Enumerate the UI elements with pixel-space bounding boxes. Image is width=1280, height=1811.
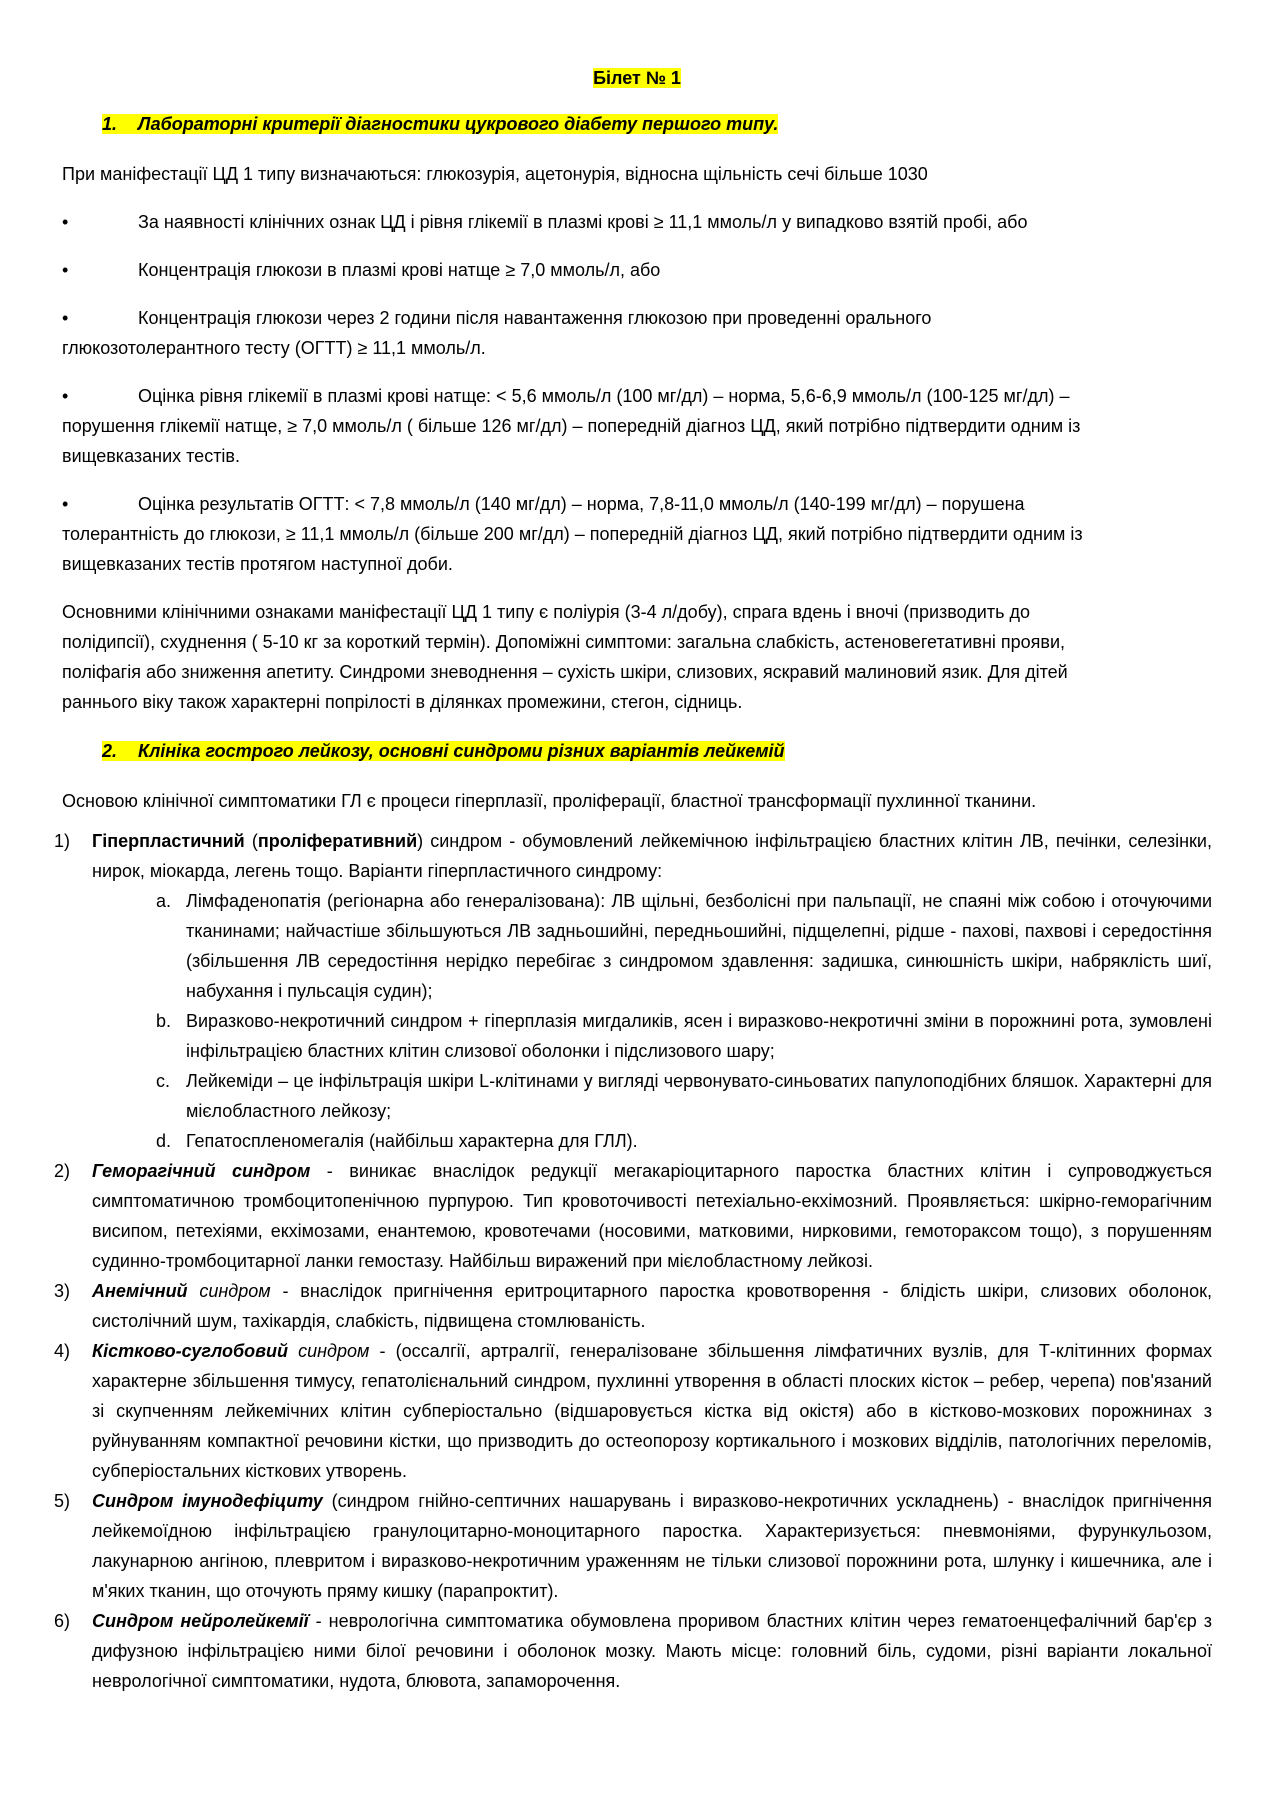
syndrome-item-3: 3) Анемічний синдром - внаслідок пригнічення еритроцитарного паростка кровотворення - блідість шкіри, слизових оболонок, систолічний шум, тахікардія, слабкість, підвищена стомлюваність. bbox=[54, 1281, 1212, 1331]
q1-bullet-5: • Оцінка результатів ОГТТ: < 7,8 ммоль/л (140 мг/дл) – норма, 7,8-11,0 ммоль/л (140-199 мг/дл) – порушена толерантність до глюкози, ≥ 11,1 ммоль/л (більше 200 мг/дл) – попередній діагноз ЦД, який потрібно підтвердити одним із вищевказаних тестів протягом наступної доби. bbox=[62, 489, 1212, 579]
bullet-icon: • bbox=[62, 494, 69, 514]
q1-bullet-3: • Концентрація глюкози через 2 години після навантаження глюкозою при проведенні орального глюкозотолерантного тесту (ОГТТ) ≥ 11,1 ммоль/л. bbox=[62, 303, 1212, 363]
q1-intro: При маніфестації ЦД 1 типу визначаються: глюкозурія, ацетонурія, відносна щільність сечі більше 1030 bbox=[62, 164, 928, 184]
ticket-title: Білет № 1 bbox=[593, 68, 681, 88]
question-2-heading: 2. Клініка гострого лейкозу, основні синдроми різних варіантів лейкемій bbox=[102, 741, 785, 761]
q2-intro: Основою клінічної симптоматики ГЛ є процеси гіперплазії, проліферації, бластної трансформації пухлинної тканини. bbox=[62, 791, 1037, 811]
q1-bullet-2: • Концентрація глюкози в плазмі крові натще ≥ 7,0 ммоль/л, або bbox=[62, 255, 1212, 285]
syndrome-item-2: 2) Геморагічний синдром - виникає внаслідок редукції мегакаріоцитарного паростка бластних клітин і супроводжується симптоматичною тромбоцитопенічною пурпурою. Тип кровоточивості петехіально-екхімозний. Проявляється: шкірно-геморагічним висипом, петехіями, екхімозами, енантемою, кровотечами (носовими, матковими, нирковими, гемотораксом тощо), з порушенням судинно-тромбоцитарної ланки гемостазу. Найбільш виражений при мієлобластному лейкозі. bbox=[54, 1161, 1212, 1271]
variant-item-a: a. Лімфаденопатія (регіонарна або генералізована): ЛВ щільні, безболісні при пальпації, не спаяні між собою і оточуючими тканинами; найчастіше збільшуються ЛВ задньошийні, передньошийні, підщелепні, рідше - пахові, пахвові і середостіння (збільшення ЛВ середостіння нерідко перебігає з синдромом здавлення: задишка, синюшність шкіри, набряклість шиї, набухання і пульсація судин); bbox=[156, 891, 1212, 1001]
question-1-heading: 1. Лабораторні критерії діагностики цукрового діабету першого типу. bbox=[102, 114, 779, 134]
syndrome-item-5: 5) Синдром імунодефіциту (синдром гнійно-септичних нашарувань і виразково-некротичних ускладнень) - внаслідок пригнічення лейкемоїдною інфільтрацією гранулоцитарно-моноцитарного паростка. Характеризується: пневмоніями, фурункульозом, лакунарною ангіною, плевритом і виразково-некротичним ураженням не тільки слизової порожнини рота, шлунку і кишечника, але і м'яких тканин, що оточують пряму кишку (парапроктит). bbox=[54, 1491, 1213, 1601]
hyperplastic-variants-list bbox=[92, 886, 1212, 1156]
variant-item-c: c. Лейкеміди – це інфільтрація шкіри L-клітинами у вигляді червонувато-синьоватих папулоподібних бляшок. Характерні для мієлобластного лейкозу; bbox=[156, 1071, 1212, 1121]
bullet-icon: • bbox=[62, 212, 69, 232]
bullet-icon: • bbox=[62, 308, 69, 328]
bullet-icon: • bbox=[62, 260, 69, 280]
syndromes-list bbox=[54, 826, 1213, 1696]
q1-bullet-4: • Оцінка рівня глікемії в плазмі крові натще: < 5,6 ммоль/л (100 мг/дл) – норма, 5,6-6,9 ммоль/л (100-125 мг/дл) – порушення глікемії натще, ≥ 7,0 ммоль/л ( більше 126 мг/дл) – попередній діагноз ЦД, який потрібно підтвердити одним із вищевказаних тестів. bbox=[62, 381, 1212, 471]
syndrome-item-4: 4) Кістково-суглобовий синдром - (оссалгії, артралгії, генералізоване збільшення лімфатичних вузлів, для Т-клітинних формах характерне збільшення тимусу, гепатолієнальний синдром, пухлинні утворення в області плоских кісток – ребер, черепа) пов'язаний зі скупченням лейкемічних клітин субперіостально (відшаровується кістка від окістя) або в кістково-мозкових порожнинах з руйнуванням компактної речовини кістки, що призводить до остеопорозу кортикального і мозкових відділів, патологічних переломів, субперіостальних кісткових утворень. bbox=[54, 1341, 1213, 1481]
variant-item-b: b. Виразково-некротичний синдром + гіперплазія мигдаликів, ясен і виразково-некротичні зміни в порожнині рота, зумовлені інфільтрацією бластних клітин слизової оболонки і підслизового шару; bbox=[156, 1011, 1212, 1061]
q1-bullet-1: • За наявності клінічних ознак ЦД і рівня глікемії в плазмі крові ≥ 11,1 ммоль/л у випадково взятій пробі, або bbox=[62, 207, 1212, 237]
syndrome-item-1: 1) Гіперпластичний (проліферативний) синдром - обумовлений лейкемічною інфільтрацією бластних клітин ЛВ, печінки, селезінки, нирок, міокарда, легень тощо. Варіанти гіперпластичного синдрому: a. Лімфаденопатія (регіонарна або генералізована): ЛВ щільні, безболісні при пальпації, не спаяні між собою і оточуючими тканинами; найчастіше збільшуються ЛВ задньошийні, передньошийні, підщелепні, рідше - пахові, пахвові і середостіння (збільшення ЛВ середостіння нерідко перебігає з синдромом здавлення: задишка, синюшність шкіри, набряклість шиї, набухання і пульсація судин); b. Виразково-некротичний синдром + гіперплазія мигдаликів, ясен і виразково-некротичні зміни в порожнині рота, зумовлені інфільтрацією бластних клітин слизової оболонки і підслизового шару; c. Лейкеміди – це інфільтрація шкіри L-клітинами у вигляді червонувато-синьоватих папулоподібних бляшок. Характерні для мієлобластного лейкозу; d. Гепатоспленомегалія (найбільш характерна для ГЛЛ). bbox=[62, 826, 1212, 1156]
syndrome-item-6: 6) Синдром нейролейкемії - неврологічна симптоматика обумовлена проривом бластних клітин через гематоенцефалічний бар'єр з дифузною інфільтрацією ними білої речовини і оболонок мозку. Мають місце: головний біль, судоми, різні варіанти локальної неврологічної симптоматики, нудота, блювота, запаморочення. bbox=[54, 1611, 1212, 1691]
bullet-icon: • bbox=[62, 386, 69, 406]
q1-clinical-paragraph: Основними клінічними ознаками маніфестації ЦД 1 типу є поліурія (3-4 л/добу), спрага вдень і вночі (призводить до полідипсії), схуднення ( 5-10 кг за короткий термін). Допоміжні симптоми: загальна слабкість, астеновегетативні прояви, поліфагія або зниження апетиту. Синдроми зневоднення – сухість шкіри, слизових, яскравий малиновий язик. Для дітей раннього віку також характерні попрілості в ділянках промежини, стегон, сідниць. bbox=[62, 602, 1068, 712]
variant-item-d: d. Гепатоспленомегалія (найбільш характерна для ГЛЛ). bbox=[156, 1131, 638, 1151]
